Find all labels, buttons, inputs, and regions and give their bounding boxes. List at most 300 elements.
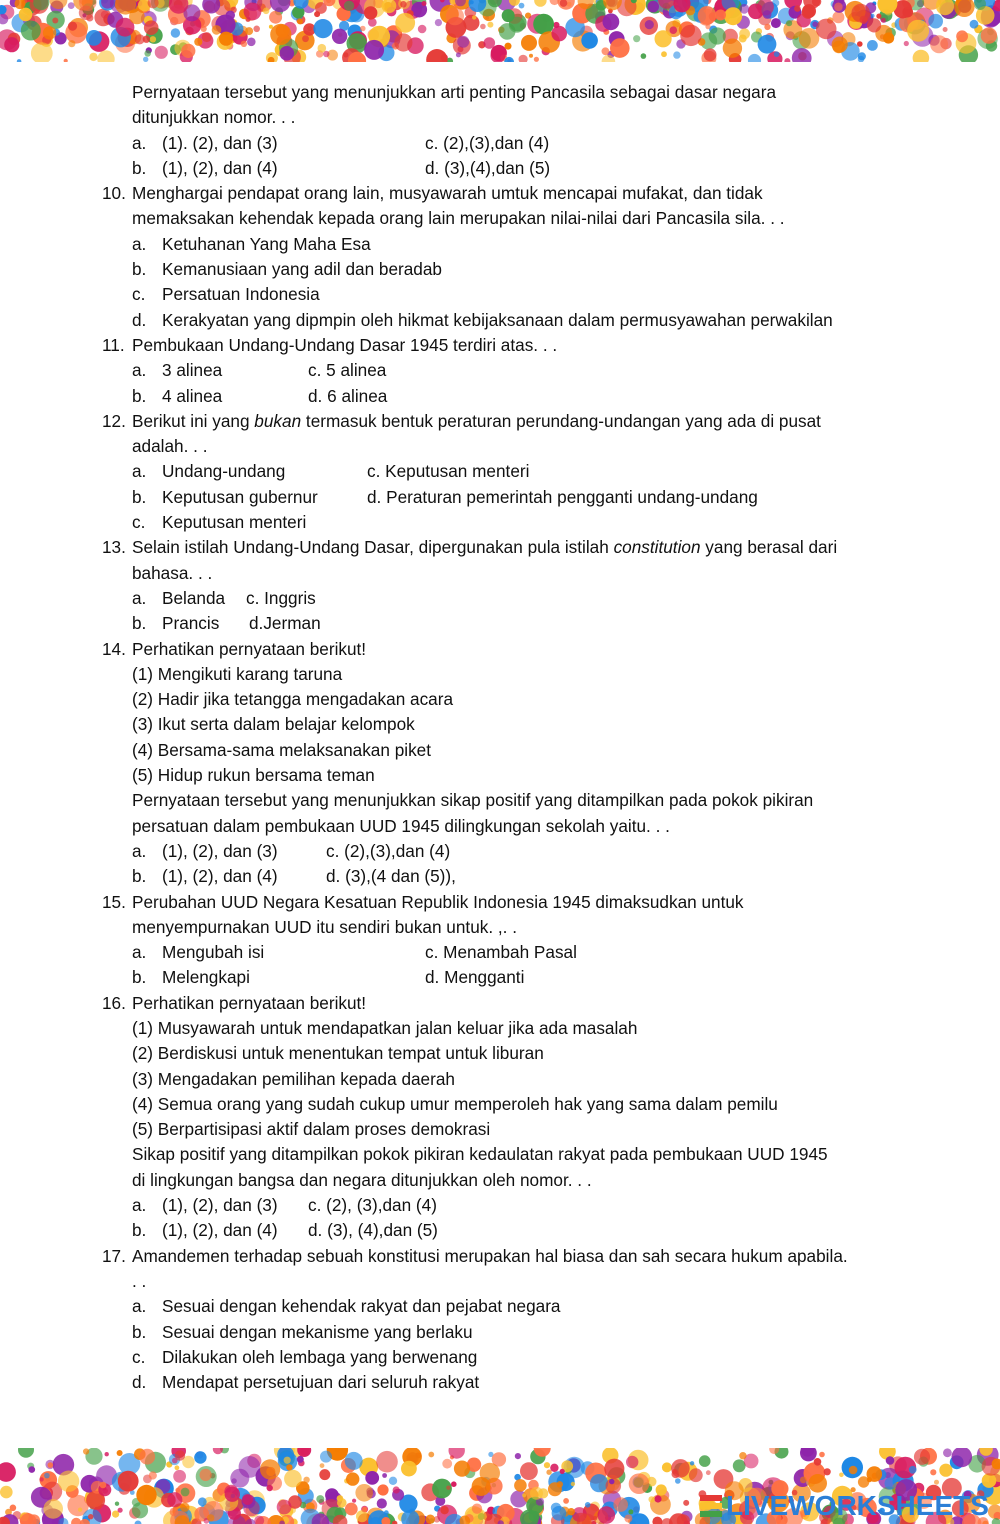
paint-dot <box>655 30 672 47</box>
paint-dot <box>673 51 680 58</box>
paint-dot <box>171 28 180 37</box>
paint-dot <box>885 1477 897 1489</box>
paint-dot <box>212 25 222 35</box>
paint-dot <box>758 35 777 54</box>
paint-dot <box>534 0 546 7</box>
paint-dot <box>393 1486 400 1493</box>
list-item: (4) Bersama-sama melaksanakan piket <box>132 739 431 760</box>
paint-dot <box>543 15 550 22</box>
paint-dot <box>389 1477 397 1485</box>
question-15: 15. Perubahan UUD Negara Kesatuan Republik Indonesia 1945 dimaksudkan untuk <box>102 891 744 912</box>
paint-dot <box>118 1471 139 1492</box>
paint-dot <box>647 1 659 13</box>
paint-dot <box>683 1500 689 1506</box>
paint-dot <box>857 41 863 47</box>
paint-splatter-top <box>0 0 1000 62</box>
q11-option-d[interactable]: d. 6 alinea <box>308 385 388 406</box>
paint-dot <box>698 6 717 25</box>
paint-dot <box>43 1499 63 1519</box>
paint-dot <box>645 20 654 29</box>
paint-dot <box>64 59 68 62</box>
paint-dot <box>442 1459 452 1469</box>
paint-dot <box>144 50 151 57</box>
paint-dot <box>400 1 407 8</box>
paint-dot <box>800 1448 817 1461</box>
paint-dot <box>231 1478 236 1483</box>
paint-dot <box>297 18 303 24</box>
paint-dot <box>260 1459 280 1479</box>
paint-dot <box>800 1477 807 1484</box>
q10-option-b[interactable]: b. Kemanusiaan yang adil dan beradab <box>132 259 442 280</box>
paint-dot <box>487 22 493 28</box>
paint-dot <box>593 1516 598 1521</box>
list-item: (5) Berpartisipasi aktif dalam proses demokrasi <box>132 1119 491 1140</box>
paint-dot <box>514 1479 527 1492</box>
paint-dot <box>68 22 77 31</box>
paint-dot <box>115 1502 119 1506</box>
q10-option-c[interactable]: c. Persatuan Indonesia <box>132 284 320 305</box>
paint-dot <box>19 8 33 22</box>
paint-dot <box>194 1451 206 1463</box>
paint-dot <box>661 51 667 57</box>
paint-dot <box>242 1494 253 1505</box>
paint-dot <box>456 52 461 57</box>
paint-dot <box>86 30 102 46</box>
paint-dot <box>609 1479 614 1484</box>
paint-dot <box>552 1506 567 1521</box>
paint-dot <box>356 1510 368 1522</box>
paint-dot <box>136 1485 156 1505</box>
paint-dot <box>213 1448 223 1454</box>
paint-dot <box>530 1487 543 1500</box>
paint-dot <box>816 19 837 40</box>
paint-dot <box>0 1462 16 1482</box>
q11-option-b[interactable]: b. 4 alinea <box>132 385 223 406</box>
paint-dot <box>302 35 309 42</box>
q12-option-b[interactable]: b. Keputusan gubernur <box>132 486 318 507</box>
paint-dot <box>472 1504 482 1514</box>
q14-option-c[interactable]: c. (2),(3),dan (4) <box>326 840 451 861</box>
paint-dot <box>590 1474 608 1492</box>
paint-dot <box>546 1470 551 1475</box>
paint-dot <box>689 1468 703 1482</box>
paint-dot <box>571 1482 575 1486</box>
paint-dot <box>671 1459 690 1478</box>
intro-options-row-1 <box>102 131 932 156</box>
paint-dot <box>520 1462 538 1480</box>
paint-dot <box>17 59 22 62</box>
logo-mark-icon <box>700 1494 722 1518</box>
paint-dot <box>519 55 528 62</box>
paint-dot <box>426 49 447 62</box>
paint-dot <box>435 19 442 26</box>
paint-dot <box>613 1497 628 1512</box>
paint-dot <box>78 1508 82 1512</box>
paint-dot <box>345 1503 358 1516</box>
question-14: 14. Perhatikan pernyataan berikut! <box>102 638 367 659</box>
paint-dot <box>699 1455 711 1467</box>
paint-dot <box>550 1464 558 1472</box>
logo-text: LIVEWORKSHEETS <box>726 1490 989 1521</box>
q14-option-a[interactable]: a. (1), (2), dan (3) <box>132 840 278 861</box>
q14-option-b[interactable]: b. (1), (2), dan (4) <box>132 866 278 887</box>
paint-dot <box>345 1452 363 1470</box>
paint-dot <box>499 23 516 40</box>
question-12: 12. Berikut ini yang bukan termasuk bentuk peraturan perundang-undangan yang ada di pusat <box>102 410 821 431</box>
paint-dot <box>794 5 801 12</box>
paint-dot <box>286 1464 292 1470</box>
paint-dot <box>21 21 41 41</box>
paint-dot <box>913 50 930 62</box>
paint-dot <box>202 32 212 42</box>
q17-option-d[interactable]: d. Mendapat persetujuan dari seluruh rakyat <box>132 1372 480 1393</box>
paint-dot <box>89 53 97 61</box>
paint-dot <box>4 37 19 52</box>
paint-dot <box>709 27 726 44</box>
paint-dot <box>792 48 812 62</box>
q10-option-d[interactable]: d. Kerakyatan yang dipmpin oleh hikmat kebijaksanaan dalam permusyawahan perwakilan <box>132 309 833 330</box>
paint-dot <box>284 1457 291 1464</box>
q16-option-d[interactable]: d. (3), (4),dan (5) <box>308 1220 438 1241</box>
paint-dot <box>505 43 512 50</box>
paint-dot <box>626 1456 638 1468</box>
paint-dot <box>832 37 848 53</box>
paint-dot <box>883 32 894 43</box>
paint-dot <box>241 41 247 47</box>
paint-dot <box>633 35 640 42</box>
list-item: (4) Semua orang yang sudah cukup umur memperoleh hak yang sama dalam pemilu <box>132 1093 778 1114</box>
paint-dot <box>943 27 948 32</box>
paint-dot <box>914 1449 930 1465</box>
paint-dot <box>446 1486 450 1490</box>
q13-option-c[interactable]: c. Inggris <box>246 587 316 608</box>
intro-option-a[interactable]: a. (1). (2), dan (3) <box>132 132 278 153</box>
paint-dot <box>68 2 75 9</box>
paint-dot <box>715 10 726 21</box>
paint-dot <box>277 1500 292 1515</box>
paint-dot <box>690 1461 694 1465</box>
paint-dot <box>724 7 742 25</box>
paint-dot <box>909 1466 917 1474</box>
q12-option-d[interactable]: d. Peraturan pemerintah pengganti undang-undang <box>367 486 758 507</box>
paint-dot <box>604 1459 624 1479</box>
paint-dot <box>970 20 979 29</box>
paint-dot <box>680 25 701 46</box>
paint-dot <box>928 14 943 29</box>
q12-option-c[interactable]: c. Keputusan menteri <box>367 461 530 482</box>
intro-option-d[interactable]: d. (3),(4),dan (5) <box>425 157 551 178</box>
paint-dot <box>560 1469 565 1474</box>
paint-dot <box>44 1473 50 1479</box>
paint-dot <box>269 11 282 24</box>
paint-dot <box>739 4 749 14</box>
paint-dot <box>207 1514 214 1521</box>
paint-dot <box>29 1466 36 1473</box>
paint-dot <box>225 1487 240 1502</box>
paint-dot <box>39 1477 43 1481</box>
paint-dot <box>332 29 347 44</box>
paint-dot <box>656 1484 667 1495</box>
paint-dot <box>858 52 866 60</box>
paint-dot <box>907 20 929 42</box>
paint-dot <box>641 53 647 59</box>
paint-dot <box>52 18 58 24</box>
paint-dot <box>534 57 539 62</box>
paint-dot <box>440 1506 448 1514</box>
paint-dot <box>867 40 878 51</box>
list-item: (5) Hidup rukun bersama teman <box>132 765 375 786</box>
paint-dot <box>867 1466 883 1482</box>
paint-dot <box>43 26 56 39</box>
paint-dot <box>58 1471 79 1492</box>
paint-dot <box>568 1508 575 1515</box>
paint-dot <box>88 1514 93 1519</box>
paint-dot <box>364 6 377 19</box>
paint-dot <box>849 1466 858 1475</box>
paint-dot <box>194 38 202 46</box>
paint-dot <box>144 20 159 35</box>
q13-option-a[interactable]: a. Belanda <box>132 587 226 608</box>
q16-option-b[interactable]: b. (1), (2), dan (4) <box>132 1220 278 1241</box>
question-11: 11. Pembukaan Undang-Undang Dasar 1945 terdiri atas. . . <box>102 334 558 355</box>
paint-dot <box>314 11 320 17</box>
q14-option-d[interactable]: d. (3),(4 dan (5)), <box>326 866 456 887</box>
list-item: (1) Musyawarah untuk mendapatkan jalan keluar jika ada masalah <box>132 1017 638 1038</box>
list-item: (3) Mengadakan pemilihan kepada daerah <box>132 1068 455 1089</box>
paint-dot <box>670 26 678 34</box>
paint-dot <box>603 13 620 30</box>
paint-dot <box>175 1465 180 1470</box>
q15-option-b[interactable]: b. Melengkapi <box>132 967 250 988</box>
q17-option-a[interactable]: a. Sesuai dengan kehendak rakyat dan pejabat negara <box>132 1296 561 1317</box>
paint-dot <box>981 27 997 43</box>
intro-line-1: Pernyataan tersebut yang menunjukkan arti penting Pancasila sebagai dasar negara <box>132 82 777 102</box>
paint-dot <box>529 54 533 58</box>
paint-dot <box>802 6 815 19</box>
paint-dot <box>68 40 75 47</box>
q17-option-c[interactable]: c. Dilakukan oleh lembaga yang berwenang <box>132 1346 478 1367</box>
paint-dot <box>484 37 496 49</box>
paint-dot <box>472 1477 491 1496</box>
paint-dot <box>472 15 476 19</box>
q12-option-c-repeat[interactable]: c. Keputusan menteri <box>132 512 307 533</box>
paint-dot <box>446 7 464 25</box>
paint-dot <box>832 11 844 23</box>
paint-dot <box>457 36 469 48</box>
q15-option-c[interactable]: c. Menambah Pasal <box>425 942 577 963</box>
intro-options-row-2 <box>102 156 932 181</box>
paint-dot <box>771 18 781 28</box>
paint-dot <box>401 1461 417 1477</box>
intro-line-2: ditunjukkan nomor. . . <box>132 107 296 128</box>
q16-option-c[interactable]: c. (2), (3),dan (4) <box>308 1195 437 1216</box>
question-13: 13. Selain istilah Undang-Undang Dasar, dipergunakan pula istilah constitution yang berasal dari <box>102 537 838 558</box>
paint-dot <box>706 1470 711 1475</box>
paint-dot <box>270 0 291 12</box>
paint-dot <box>662 1462 672 1472</box>
paint-dot <box>628 1509 633 1514</box>
question-text: Menghargai pendapat orang lain, musyawarah umtuk mencapai mufakat, dan tidak <box>132 183 763 204</box>
paint-dot <box>316 1495 324 1503</box>
paint-dot <box>155 46 168 59</box>
paint-dot <box>253 26 260 33</box>
paint-dot <box>226 11 235 20</box>
paint-dot <box>551 26 567 42</box>
paint-dot <box>930 1469 936 1475</box>
top-decorative-border <box>0 0 1000 62</box>
paint-dot <box>521 35 537 51</box>
paint-dot <box>704 48 717 61</box>
q11-option-a[interactable]: a. 3 alinea <box>132 360 223 381</box>
paint-dot <box>139 1449 155 1465</box>
paint-dot <box>739 28 750 39</box>
paint-dot <box>346 1472 359 1485</box>
paint-dot <box>150 36 156 42</box>
paint-dot <box>135 1521 142 1524</box>
paint-dot <box>97 50 114 62</box>
paint-dot <box>585 1502 591 1508</box>
paint-dot <box>654 1495 661 1502</box>
q10-option-a[interactable]: a. Ketuhanan Yang Maha Esa <box>132 233 371 254</box>
paint-dot <box>723 39 742 58</box>
q13-option-d[interactable]: d.Jerman <box>249 613 321 634</box>
paint-dot <box>320 1463 325 1468</box>
paint-dot <box>180 1503 189 1512</box>
paint-dot <box>451 1481 457 1487</box>
paint-dot <box>313 19 332 38</box>
paint-dot <box>247 38 256 47</box>
paint-dot <box>244 3 262 21</box>
paint-dot <box>284 1470 302 1488</box>
paint-dot <box>0 1486 13 1499</box>
paint-dot <box>263 8 270 15</box>
question-17: 17. Amandemen terhadap sebuah konstitusi merupakan hal biasa dan sah secara hukum apabila. <box>102 1245 848 1266</box>
paint-dot <box>824 1468 831 1475</box>
paint-dot <box>319 1469 330 1480</box>
paint-dot <box>956 30 968 42</box>
q11-option-c[interactable]: c. 5 alinea <box>308 360 387 381</box>
list-item: (3) Ikut serta dalam belajar kelompok <box>132 714 415 735</box>
paint-dot <box>860 16 868 24</box>
paint-dot <box>100 1482 107 1489</box>
paint-dot <box>602 47 610 55</box>
paint-dot <box>230 1469 249 1488</box>
paint-dot <box>598 1506 616 1524</box>
paint-dot <box>939 1464 952 1477</box>
paint-dot <box>395 13 415 33</box>
intro-option-c[interactable]: c. (2),(3),dan (4) <box>425 132 550 153</box>
question-number: 10. <box>102 183 126 204</box>
paint-dot <box>930 35 948 53</box>
paint-dot <box>198 1497 207 1506</box>
paint-dot <box>784 58 790 62</box>
q15-option-a[interactable]: a. Mengubah isi <box>132 942 265 963</box>
paint-dot <box>839 1473 844 1478</box>
q17-option-b[interactable]: b. Sesuai dengan mekanisme yang berlaku <box>132 1321 473 1342</box>
paint-dot <box>764 24 770 30</box>
paint-dot <box>360 26 366 32</box>
paint-dot <box>320 1451 332 1463</box>
paint-dot <box>992 1518 1000 1524</box>
paint-dot <box>318 44 327 53</box>
paint-dot <box>934 1480 939 1485</box>
paint-dot <box>867 18 881 32</box>
paint-dot <box>352 1499 356 1503</box>
paint-dot <box>181 44 195 58</box>
paint-dot <box>337 1498 347 1508</box>
paint-dot <box>105 1452 109 1456</box>
paint-dot <box>748 54 761 62</box>
paint-dot <box>426 1515 435 1524</box>
question-10 <box>102 181 932 206</box>
paint-dot <box>18 1448 34 1458</box>
paint-dot <box>48 1462 54 1468</box>
paint-dot <box>428 1452 434 1458</box>
paint-dot <box>149 1471 157 1479</box>
paint-dot <box>394 33 412 51</box>
paint-dot <box>624 1515 632 1523</box>
paint-dot <box>886 1456 895 1465</box>
paint-dot <box>610 38 630 58</box>
paint-dot <box>219 32 233 46</box>
paint-dot <box>181 1488 190 1497</box>
list-item: (1) Mengikuti karang taruna <box>132 663 343 684</box>
q16-option-a[interactable]: a. (1), (2), dan (3) <box>132 1195 278 1216</box>
paint-dot <box>763 10 772 19</box>
paint-dot <box>355 1484 373 1502</box>
paint-dot <box>515 1453 521 1459</box>
paint-dot <box>480 24 486 30</box>
paint-dot <box>377 1498 387 1508</box>
paint-dot <box>629 1473 650 1494</box>
paint-dot <box>143 36 150 43</box>
paint-dot <box>344 1 354 11</box>
paint-dot <box>876 14 881 19</box>
liveworksheets-logo[interactable] <box>700 1489 989 1523</box>
paint-dot <box>118 1508 123 1513</box>
paint-dot <box>581 32 598 49</box>
paint-dot <box>200 1469 212 1481</box>
paint-dot <box>563 1498 569 1504</box>
paint-dot <box>173 1470 186 1483</box>
paint-dot <box>83 1448 89 1454</box>
intro-option-b[interactable]: b. (1), (2), dan (4) <box>132 157 278 178</box>
paint-dot <box>117 1450 123 1456</box>
paint-dot <box>733 1459 746 1472</box>
paint-dot <box>454 1461 470 1477</box>
paint-dot <box>270 24 291 45</box>
q13-option-b[interactable]: b. Prancis <box>132 613 220 634</box>
paint-dot <box>819 1452 825 1458</box>
paint-dot <box>267 1485 273 1491</box>
paint-dot <box>280 46 295 61</box>
paint-dot <box>904 41 909 46</box>
paint-dot <box>675 1478 681 1484</box>
q12-option-a[interactable]: a. Undang-undang <box>132 461 286 482</box>
paint-dot <box>739 1452 746 1459</box>
paint-dot <box>167 1492 182 1507</box>
paint-dot <box>71 1518 81 1524</box>
paint-dot <box>376 1451 398 1473</box>
paint-dot <box>881 18 886 23</box>
paint-dot <box>172 1458 178 1464</box>
paint-dot <box>834 3 843 12</box>
list-item: (2) Hadir jika tetangga mengadakan acara <box>132 689 454 710</box>
q15-option-d[interactable]: d. Mengganti <box>425 967 525 988</box>
paint-dot <box>812 21 818 27</box>
paint-dot <box>10 1505 17 1512</box>
paint-dot <box>297 1456 304 1463</box>
